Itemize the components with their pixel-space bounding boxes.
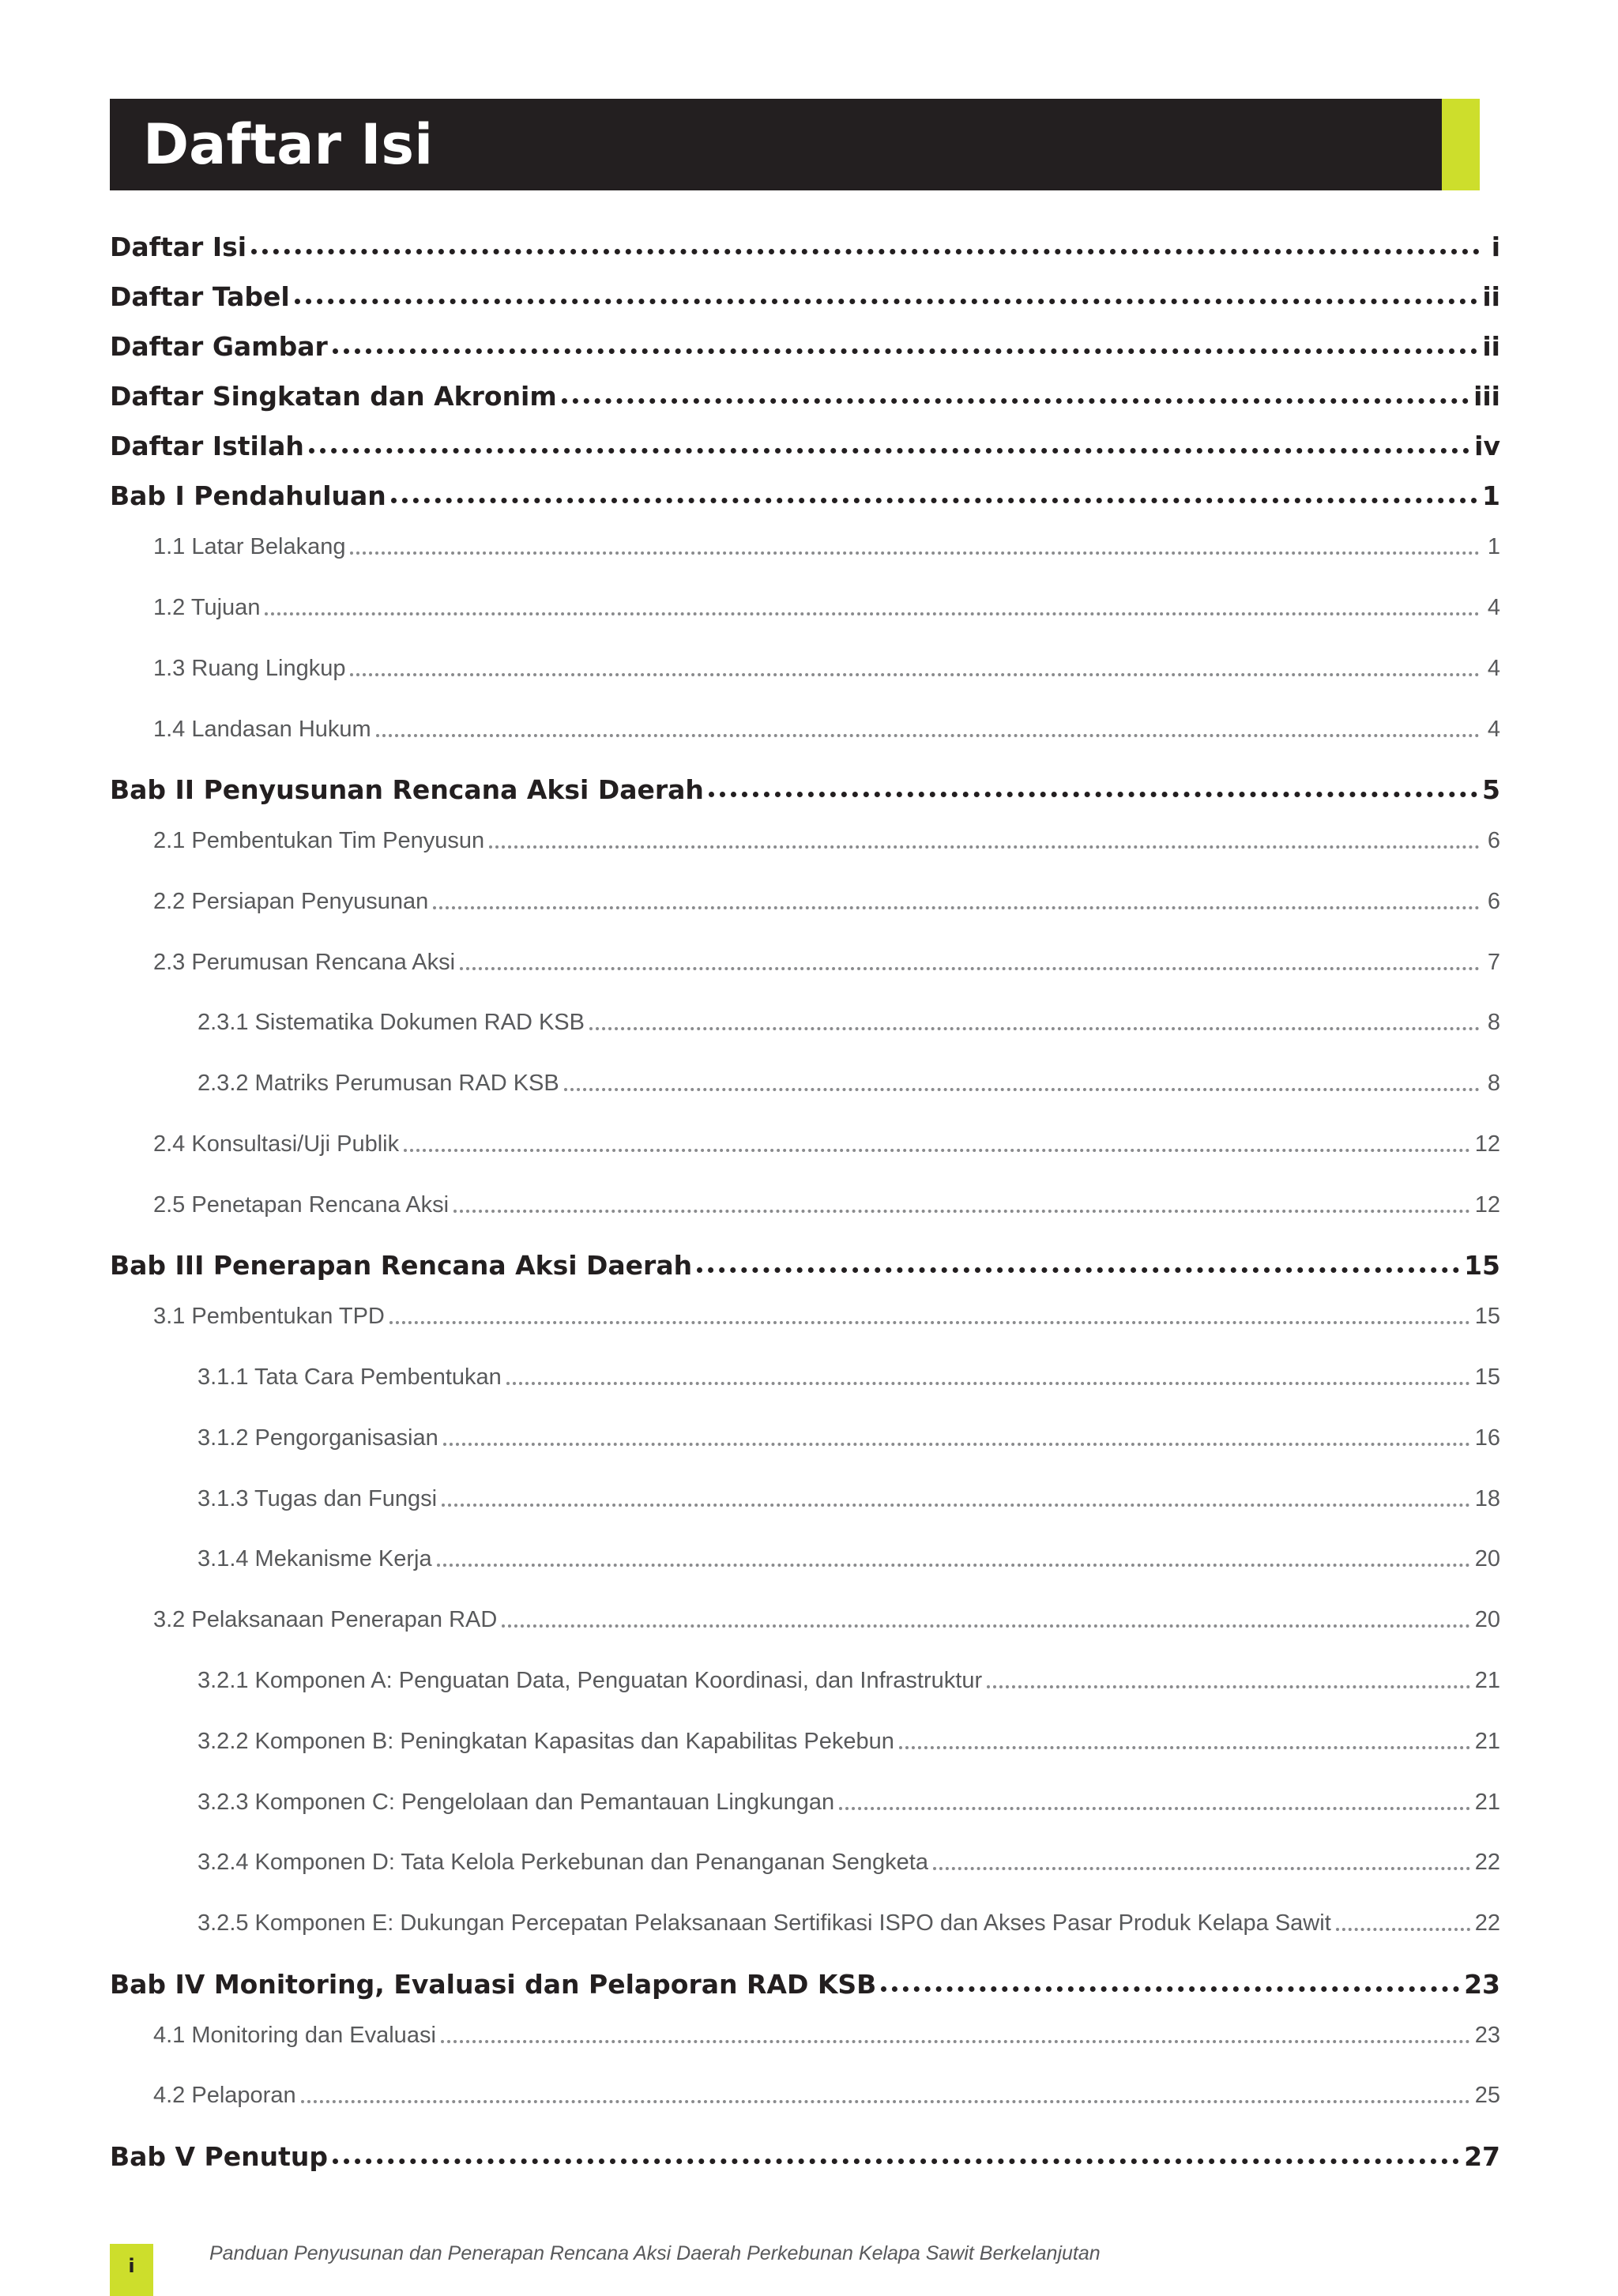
toc-entry-label: 3.2.4 Komponen D: Tata Kelola Perkebunan dan Penanganan Sengketa xyxy=(198,1849,928,1875)
toc-entry[interactable] xyxy=(153,2073,1500,2117)
toc-entry-label: 3.2.3 Komponen C: Pengelolaan dan Pemantauan Lingkungan xyxy=(198,1789,835,1815)
toc-entry[interactable] xyxy=(198,1719,1500,1763)
toc-entry-page: 8 xyxy=(1487,1070,1500,1096)
title-accent-block xyxy=(1442,99,1480,190)
toc-entry-page: 15 xyxy=(1474,1364,1500,1390)
toc-entry-page: 27 xyxy=(1464,2140,1500,2172)
toc-entry-page: 4 xyxy=(1487,716,1500,742)
toc-entry[interactable] xyxy=(198,1901,1500,1945)
toc-entry[interactable] xyxy=(110,274,1500,318)
toc-entry-label: Daftar Istilah xyxy=(110,430,304,461)
toc-dot-leader xyxy=(881,1986,1459,1992)
toc-dot-leader xyxy=(350,673,1480,676)
toc-entry-page: 12 xyxy=(1474,1191,1500,1218)
toc-entry-label: Daftar Gambar xyxy=(110,330,328,362)
toc-entry-page: 6 xyxy=(1487,888,1500,914)
toc-entry[interactable] xyxy=(198,1416,1500,1460)
toc-entry[interactable] xyxy=(153,646,1500,691)
toc-entry-page: 21 xyxy=(1474,1667,1500,1693)
toc-entry-page: 20 xyxy=(1474,1606,1500,1632)
toc-dot-leader xyxy=(437,1564,1470,1567)
toc-dot-leader xyxy=(987,1685,1470,1688)
toc-dot-leader xyxy=(301,2100,1470,2103)
toc-entry[interactable] xyxy=(153,879,1500,924)
toc-entry[interactable] xyxy=(110,224,1500,269)
toc-entry-page: 7 xyxy=(1487,949,1500,975)
toc-entry-label: 2.2 Persiapan Penyusunan xyxy=(153,888,429,914)
toc-entry-page: ii xyxy=(1482,280,1500,312)
toc-entry-label: 3.2.1 Komponen A: Penguatan Data, Penguatan Koordinasi, dan Infrastruktur xyxy=(198,1667,983,1693)
toc-entry-label: 2.5 Penetapan Rencana Aksi xyxy=(153,1191,450,1218)
toc-entry-page: 22 xyxy=(1474,1849,1500,1875)
toc-dot-leader xyxy=(453,1210,1470,1213)
toc-entry-label: 1.1 Latar Belakang xyxy=(153,533,346,559)
toc-dot-leader xyxy=(709,792,1477,797)
toc-entry-label: 4.1 Monitoring dan Evaluasi xyxy=(153,2022,436,2048)
toc-entry-page: 22 xyxy=(1474,1910,1500,1936)
toc-entry[interactable] xyxy=(153,1122,1500,1166)
toc-entry-page: i xyxy=(1491,231,1500,262)
toc-entry-page: 1 xyxy=(1482,480,1500,511)
footer-document-title: Panduan Penyusunan dan Penerapan Rencana Aksi Daerah Perkebunan Kelapa Sawit Berkelanjutan xyxy=(209,2242,1101,2264)
toc-entry[interactable] xyxy=(110,1962,1500,2006)
toc-entry-page: 25 xyxy=(1474,2082,1500,2108)
toc-entry-page: 16 xyxy=(1474,1425,1500,1451)
toc-entry-page: 4 xyxy=(1487,594,1500,620)
toc-dot-leader xyxy=(391,498,1477,503)
toc-entry-page: ii xyxy=(1482,330,1500,362)
toc-dot-leader xyxy=(589,1027,1480,1030)
toc-entry-label: Bab II Penyusunan Rencana Aksi Daerah xyxy=(110,773,704,805)
toc-dot-leader xyxy=(333,2159,1459,2164)
toc-dot-leader xyxy=(404,1149,1470,1152)
toc-dot-leader xyxy=(562,398,1469,404)
page-title: Daftar Isi xyxy=(143,112,434,177)
toc-dot-leader xyxy=(1336,1928,1470,1931)
toc-entry-label: 3.2.2 Komponen B: Peningkatan Kapasitas dan Kapabilitas Pekebun xyxy=(198,1728,894,1754)
toc-entry[interactable] xyxy=(198,1537,1500,1581)
toc-entry-label: 3.1.4 Mekanisme Kerja xyxy=(198,1545,432,1571)
toc-dot-leader xyxy=(564,1088,1480,1091)
toc-entry[interactable] xyxy=(153,819,1500,863)
toc-entry[interactable] xyxy=(198,1000,1500,1044)
toc-entry[interactable] xyxy=(110,374,1500,418)
page-title-bar xyxy=(110,99,1480,190)
toc-entry-label: 2.4 Konsultasi/Uji Publik xyxy=(153,1131,400,1157)
toc-entry[interactable] xyxy=(198,1658,1500,1703)
toc-dot-leader xyxy=(506,1382,1470,1385)
toc-entry-page: 5 xyxy=(1482,773,1500,805)
toc-entry-label: Daftar Singkatan dan Akronim xyxy=(110,380,557,412)
toc-entry-label: 3.2 Pelaksanaan Penerapan RAD xyxy=(153,1606,498,1632)
toc-entry[interactable] xyxy=(198,1477,1500,1521)
toc-entry[interactable] xyxy=(153,1294,1500,1338)
toc-dot-leader xyxy=(295,299,1478,304)
toc-dot-leader xyxy=(442,1504,1470,1507)
toc-entry[interactable] xyxy=(153,1598,1500,1642)
toc-dot-leader xyxy=(389,1321,1470,1324)
toc-dot-leader xyxy=(443,1443,1470,1446)
toc-entry-label: 3.2.5 Komponen E: Dukungan Percepatan Pelaksanaan Sertifikasi ISPO dan Akses Pasar Produk Kelapa Sawit xyxy=(198,1910,1331,1936)
toc-entry-page: 21 xyxy=(1474,1728,1500,1754)
toc-entry-label: 3.1 Pembentukan TPD xyxy=(153,1303,385,1329)
toc-entry-label: 3.1.1 Tata Cara Pembentukan xyxy=(198,1364,502,1390)
toc-entry[interactable] xyxy=(110,1243,1500,1287)
toc-entry-page: 1 xyxy=(1487,533,1500,559)
toc-dot-leader xyxy=(333,348,1478,354)
toc-entry-label: 2.3.2 Matriks Perumusan RAD KSB xyxy=(198,1070,559,1096)
toc-entry[interactable] xyxy=(198,1780,1500,1824)
toc-entry-page: 23 xyxy=(1464,1968,1500,2000)
toc-entry[interactable] xyxy=(153,707,1500,751)
toc-entry-page: iii xyxy=(1473,380,1500,412)
toc-dot-leader xyxy=(376,734,1480,737)
toc-entry[interactable] xyxy=(110,324,1500,368)
toc-entry-page: 15 xyxy=(1474,1303,1500,1329)
page-number-badge: i xyxy=(110,2244,153,2296)
toc-entry-page: 6 xyxy=(1487,827,1500,853)
toc-entry-label: 1.2 Tujuan xyxy=(153,594,261,620)
toc-entry-label: Bab V Penutup xyxy=(110,2140,329,2172)
toc-entry-page: 15 xyxy=(1464,1249,1500,1281)
toc-entry[interactable] xyxy=(110,423,1500,468)
toc-entry-page: 20 xyxy=(1474,1545,1500,1571)
toc-dot-leader xyxy=(433,906,1480,909)
toc-dot-leader xyxy=(489,845,1480,849)
toc-entry-label: Daftar Tabel xyxy=(110,280,290,312)
toc-entry-page: 4 xyxy=(1487,655,1500,681)
toc-entry[interactable] xyxy=(110,2134,1500,2178)
toc-entry[interactable] xyxy=(110,767,1500,811)
toc-entry[interactable] xyxy=(198,1355,1500,1399)
toc-entry-label: 1.4 Landasan Hukum xyxy=(153,716,371,742)
toc-dot-leader xyxy=(350,551,1480,555)
toc-dot-leader xyxy=(309,448,1469,454)
toc-entry-label: Daftar Isi xyxy=(110,231,247,262)
toc-entry-page: 18 xyxy=(1474,1485,1500,1511)
toc-entry-label: 2.3 Perumusan Rencana Aksi xyxy=(153,949,456,975)
toc-entry-label: 1.3 Ruang Lingkup xyxy=(153,655,346,681)
toc-entry-label: 3.1.3 Tugas dan Fungsi xyxy=(198,1485,438,1511)
toc-entry-page: 23 xyxy=(1474,2022,1500,2048)
toc-entry-label: 4.2 Pelaporan xyxy=(153,2082,296,2108)
toc-dot-leader xyxy=(502,1624,1469,1628)
toc-entry-page: 21 xyxy=(1474,1789,1500,1815)
toc-dot-leader xyxy=(899,1746,1470,1749)
toc-entry[interactable] xyxy=(198,1840,1500,1884)
toc-entry-label: 2.3.1 Sistematika Dokumen RAD KSB xyxy=(198,1009,585,1035)
toc-entry-label: 2.1 Pembentukan Tim Penyusun xyxy=(153,827,485,853)
toc-dot-leader xyxy=(697,1267,1459,1273)
toc-entry[interactable] xyxy=(198,1061,1500,1105)
toc-entry-label: Bab I Pendahuluan xyxy=(110,480,386,511)
toc-entry[interactable] xyxy=(153,585,1500,630)
toc-entry[interactable] xyxy=(110,473,1500,518)
toc-dot-leader xyxy=(265,612,1480,615)
toc-entry[interactable] xyxy=(153,1183,1500,1227)
toc-entry-label: Bab III Penerapan Rencana Aksi Daerah xyxy=(110,1249,693,1281)
toc-entry[interactable] xyxy=(153,940,1500,984)
toc-entry-page: 12 xyxy=(1474,1131,1500,1157)
toc-dot-leader xyxy=(933,1867,1470,1870)
toc-entry-page: iv xyxy=(1474,430,1500,461)
toc-entry-label: Bab IV Monitoring, Evaluasi dan Pelaporan RAD KSB xyxy=(110,1968,877,2000)
toc-entry-page: 8 xyxy=(1487,1009,1500,1035)
toc-dot-leader xyxy=(839,1807,1470,1810)
toc-entry-label: 3.1.2 Pengorganisasian xyxy=(198,1425,438,1451)
toc-dot-leader xyxy=(460,967,1480,970)
toc-entry[interactable] xyxy=(153,2013,1500,2057)
toc-dot-leader xyxy=(251,249,1480,254)
toc-entry[interactable] xyxy=(153,525,1500,569)
toc-dot-leader xyxy=(441,2040,1470,2043)
